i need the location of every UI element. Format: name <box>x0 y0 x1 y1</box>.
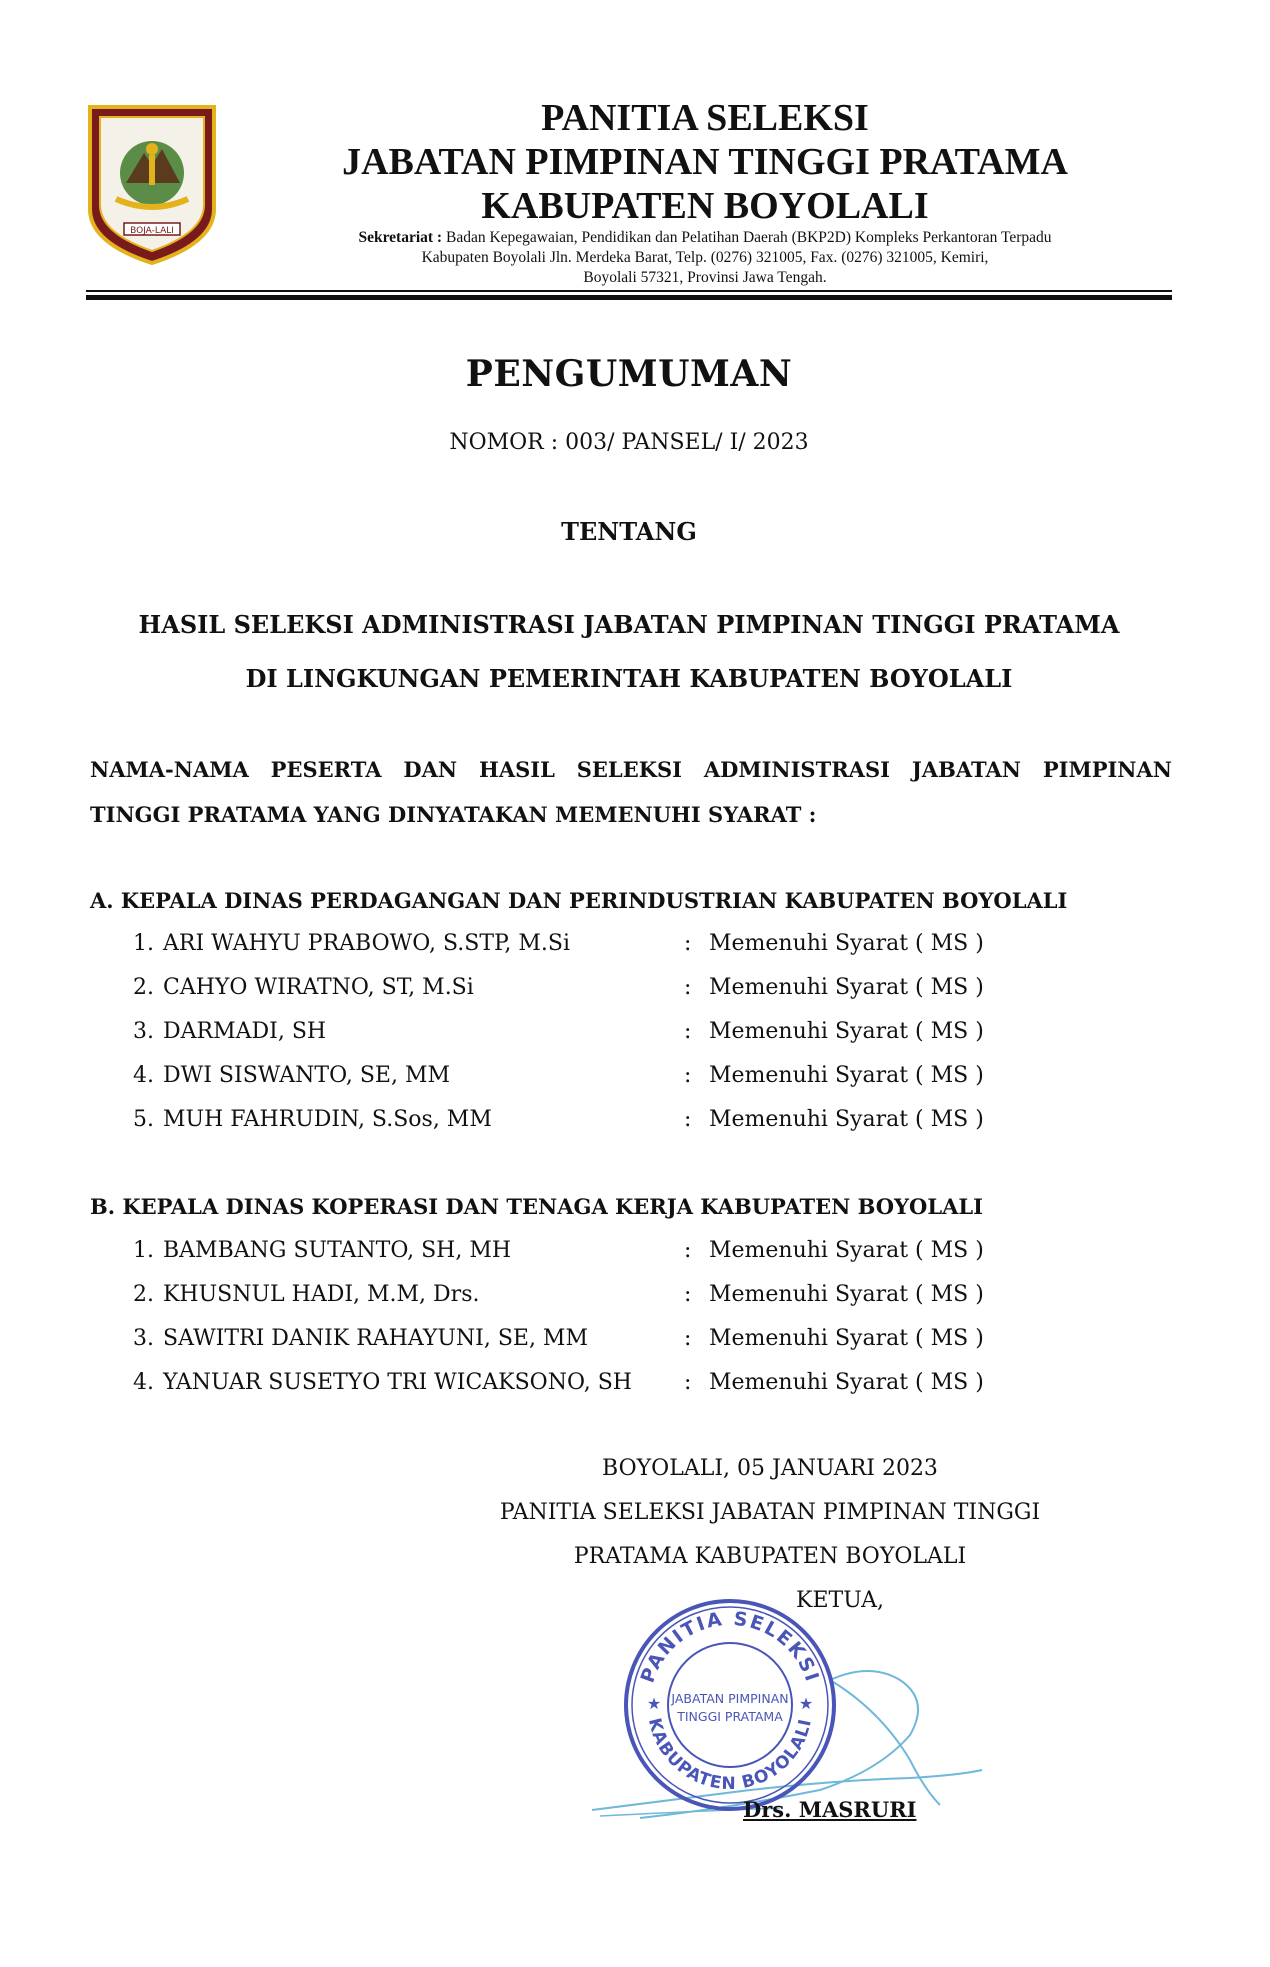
document-title: PENGUMUMAN <box>465 353 793 395</box>
address-line3: Boyolali 57321, Provinsi Jawa Tengah. <box>583 269 827 286</box>
row-colon: : <box>684 1282 692 1307</box>
row-colon: : <box>684 931 692 956</box>
stamp-outer-top-text: PANITIA SELEKSI <box>636 1607 824 1686</box>
row-colon: : <box>684 1370 692 1395</box>
candidate-row <box>0 1019 1270 1053</box>
stamp-outer-bottom-text: KABUPATEN BOYOLALI <box>643 1716 816 1795</box>
row-colon: : <box>684 1326 692 1351</box>
row-number: 1. <box>133 1238 154 1263</box>
stamp-star-left-icon: ★ <box>646 1694 662 1713</box>
candidate-status: Memenuhi Syarat ( MS ) <box>709 975 984 1000</box>
candidate-row <box>0 1370 1270 1404</box>
candidate-name: DARMADI, SH <box>163 1019 327 1044</box>
candidate-status: Memenuhi Syarat ( MS ) <box>709 1326 984 1351</box>
document-subject-line2: DI LINGKUNGAN PEMERINTAH KABUPATEN BOYOLALI <box>245 664 1013 693</box>
letterhead-title-line3: KABUPATEN BOYOLALI <box>481 185 929 227</box>
document-about-label: TENTANG <box>561 517 697 546</box>
candidate-name: MUH FAHRUDIN, S.Sos, MM <box>163 1107 492 1132</box>
candidate-status: Memenuhi Syarat ( MS ) <box>709 1282 984 1307</box>
candidate-status: Memenuhi Syarat ( MS ) <box>709 1370 984 1395</box>
candidate-row <box>0 975 1270 1009</box>
candidate-status: Memenuhi Syarat ( MS ) <box>709 1063 984 1088</box>
address-line1-text: Badan Kepegawaian, Pendidikan dan Pelatihan Daerah (BKP2D) Kompleks Perkantoran Terpadu <box>445 229 1052 246</box>
letterhead-address <box>270 228 1140 288</box>
signature-role: KETUA, <box>796 1588 884 1613</box>
intro-line2: TINGGI PRATAMA YANG DINYATAKAN MEMENUHI SYARAT : <box>90 802 817 827</box>
row-colon: : <box>684 1063 692 1088</box>
candidate-name: ARI WAHYU PRABOWO, S.STP, M.Si <box>163 931 570 956</box>
row-number: 2. <box>133 975 154 1000</box>
svg-text:PANITIA SELEKSI <box>637 1608 824 1686</box>
row-colon: : <box>684 975 692 1000</box>
signature-place-date: BOYOLALI, 05 JANUARI 2023 <box>602 1456 938 1481</box>
candidate-name: YANUAR SUSETYO TRI WICAKSONO, SH <box>163 1370 632 1395</box>
signature-org-line2: PRATAMA KABUPATEN BOYOLALI <box>573 1544 967 1569</box>
stamp-inner-line1: JABATAN PIMPINAN <box>671 1691 789 1706</box>
candidate-name: DWI SISWANTO, SE, MM <box>163 1063 450 1088</box>
row-colon: : <box>684 1019 692 1044</box>
stamp-inner-line2: TINGGI PRATAMA <box>677 1709 783 1724</box>
letterhead-divider-thick <box>86 295 1172 300</box>
candidate-name: CAHYO WIRATNO, ST, M.Si <box>163 975 474 1000</box>
row-number: 1. <box>133 931 154 956</box>
candidate-name: SAWITRI DANIK RAHAYUNI, SE, MM <box>163 1326 588 1351</box>
candidate-status: Memenuhi Syarat ( MS ) <box>709 1238 984 1263</box>
row-number: 5. <box>133 1107 154 1132</box>
logo-ribbon-text: BOJA-LALI <box>130 226 174 236</box>
row-colon: : <box>684 1238 692 1263</box>
letterhead-title-line2: JABATAN PIMPINAN TINGGI PRATAMA <box>342 141 1068 183</box>
row-colon: : <box>684 1107 692 1132</box>
row-number: 2. <box>133 1282 154 1307</box>
intro-line1: NAMA-NAMA PESERTA DAN HASIL SELEKSI ADMINISTRASI JABATAN PIMPINAN <box>90 757 1172 782</box>
official-stamp <box>620 1595 840 1815</box>
stamp-star-right-icon: ★ <box>798 1694 814 1713</box>
letterhead-title-line1: PANITIA SELEKSI <box>541 97 869 139</box>
candidate-name: KHUSNUL HADI, M.M, Drs. <box>163 1282 480 1307</box>
candidate-name: BAMBANG SUTANTO, SH, MH <box>163 1238 512 1263</box>
address-line2: Kabupaten Boyolali Jln. Merdeka Barat, Telp. (0276) 321005, Fax. (0276) 321005, Kemiri, <box>421 249 989 266</box>
boyolali-coat-of-arms-logo <box>86 103 218 267</box>
candidate-status: Memenuhi Syarat ( MS ) <box>709 1019 984 1044</box>
section-a-heading: A. KEPALA DINAS PERDAGANGAN DAN PERINDUSTRIAN KABUPATEN BOYOLALI <box>90 888 1068 913</box>
signer-name: Drs. MASRURI <box>743 1797 917 1822</box>
candidate-row <box>0 1107 1270 1141</box>
row-number: 4. <box>133 1370 154 1395</box>
row-number: 3. <box>133 1019 154 1044</box>
row-number: 3. <box>133 1326 154 1351</box>
candidate-status: Memenuhi Syarat ( MS ) <box>709 931 984 956</box>
candidate-row <box>0 1238 1270 1272</box>
candidate-row <box>0 1326 1270 1360</box>
document-subject-line1: HASIL SELEKSI ADMINISTRASI JABATAN PIMPINAN TINGGI PRATAMA <box>138 610 1120 639</box>
candidate-row <box>0 1063 1270 1097</box>
document-number: NOMOR : 003/ PANSEL/ I/ 2023 <box>449 430 809 455</box>
candidate-row <box>0 1282 1270 1316</box>
row-number: 4. <box>133 1063 154 1088</box>
section-b-heading: B. KEPALA DINAS KOPERASI DAN TENAGA KERJA KABUPATEN BOYOLALI <box>90 1194 983 1219</box>
letterhead-divider-thin <box>86 290 1172 292</box>
address-label: Sekretariat : <box>358 229 443 246</box>
address-line1 <box>270 228 1140 248</box>
candidate-row <box>0 931 1270 965</box>
candidate-status: Memenuhi Syarat ( MS ) <box>709 1107 984 1132</box>
signature-org-line1: PANITIA SELEKSI JABATAN PIMPINAN TINGGI <box>499 1500 1041 1525</box>
